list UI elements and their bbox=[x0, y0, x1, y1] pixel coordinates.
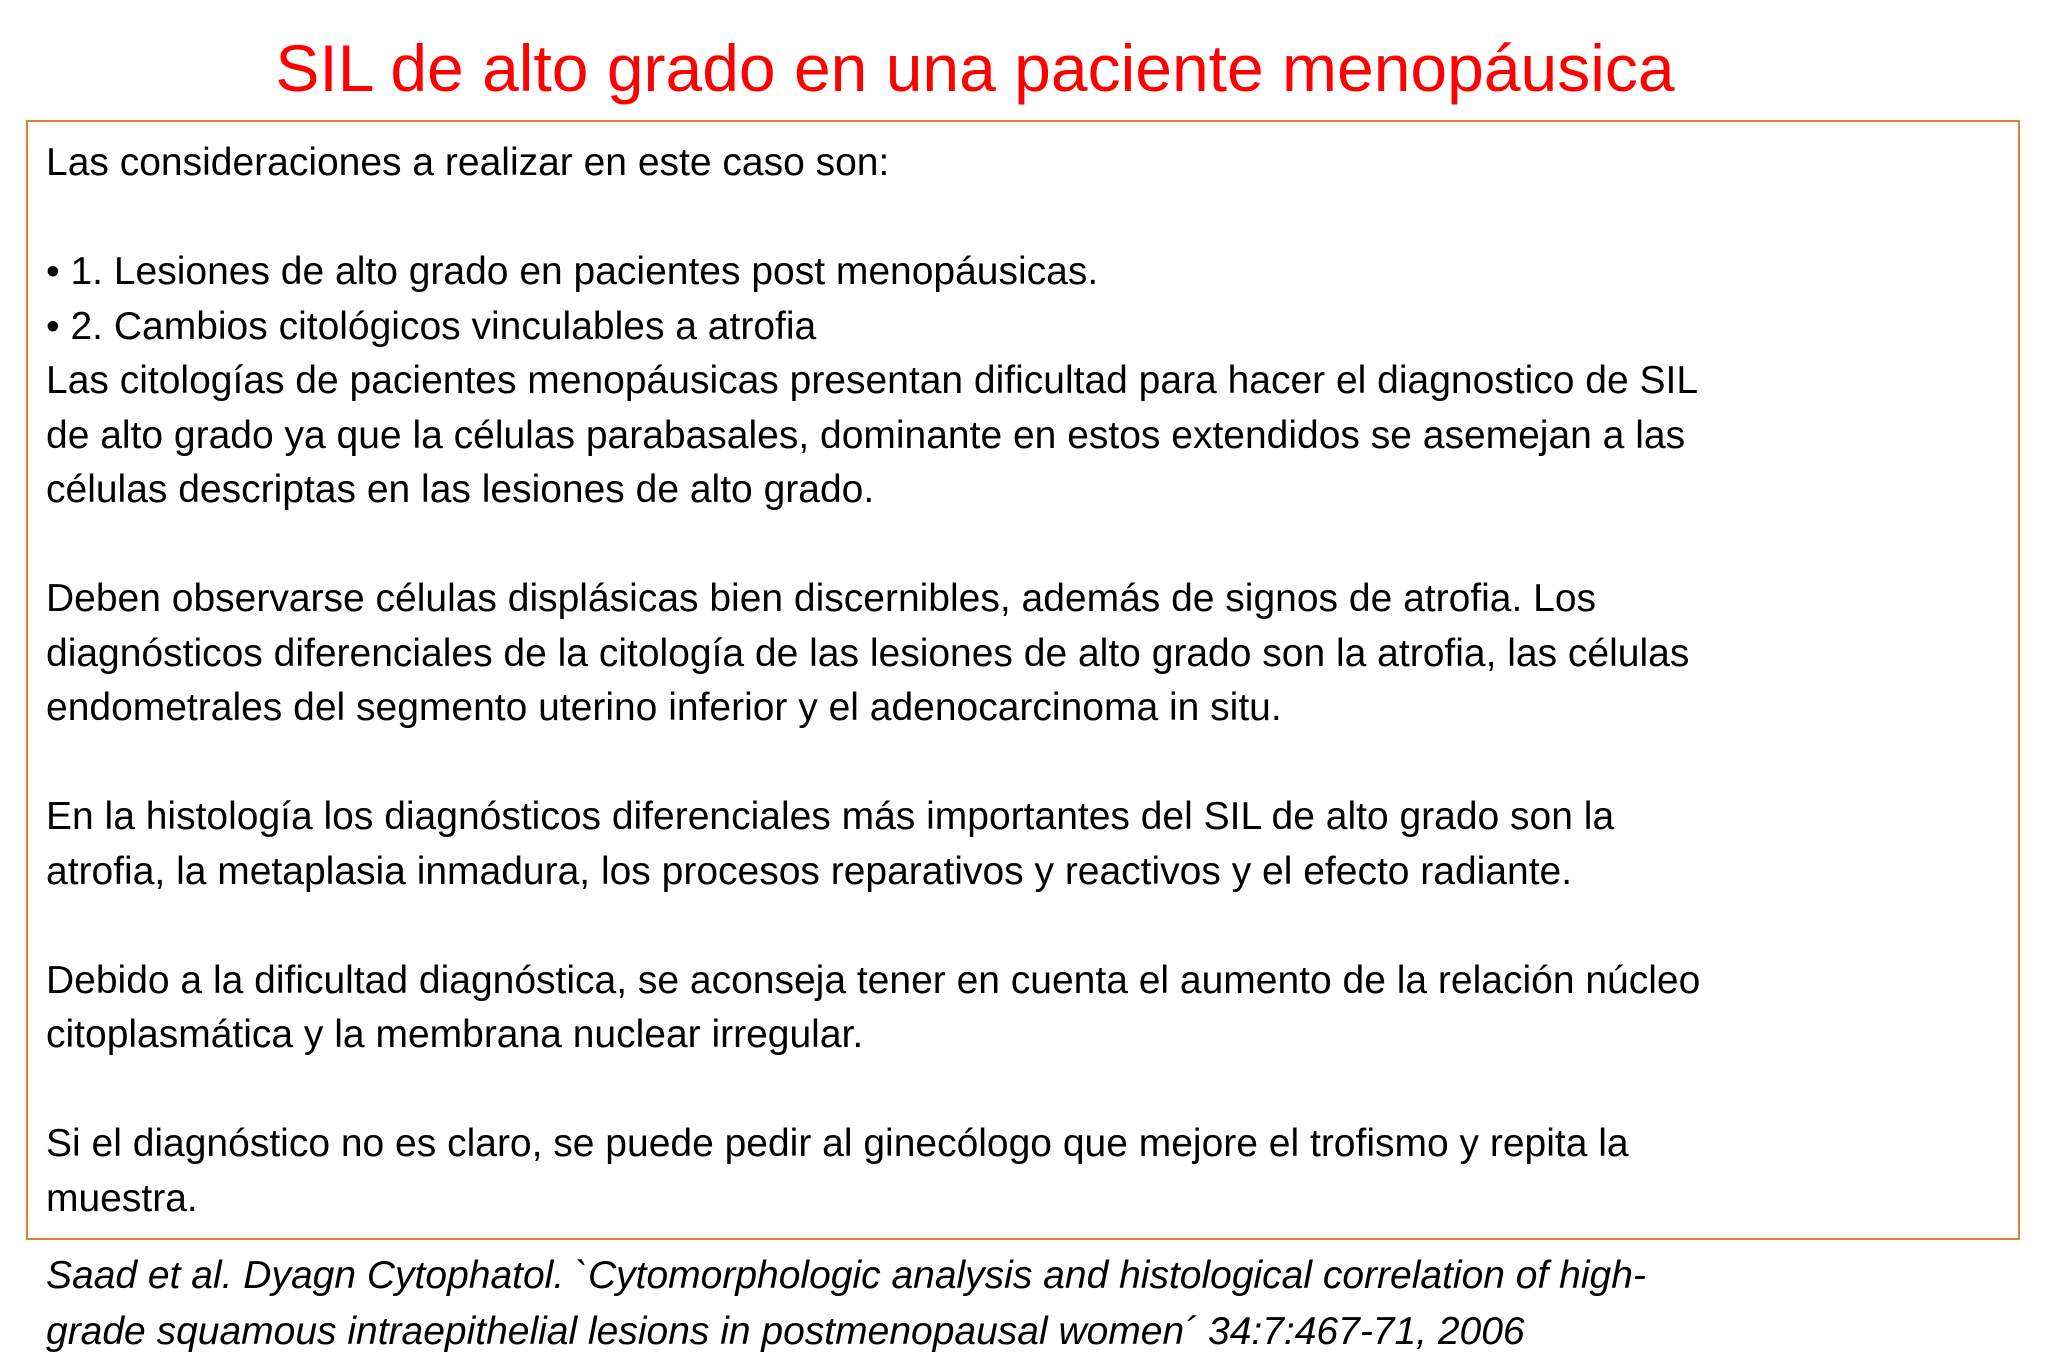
paragraph-line: endometrales del segmento uterino inferior y el adenocarcinoma in situ. bbox=[46, 686, 1282, 729]
paragraph-line: atrofia, la metaplasia inmadura, los procesos reparativos y reactivos y el efecto radiante. bbox=[46, 849, 1573, 893]
bullet-item: • 2. Cambios citológicos vinculables a atrofia bbox=[46, 304, 817, 348]
paragraph-line: citoplasmática y la membrana nuclear irregular. bbox=[46, 1013, 864, 1056]
citation bbox=[46, 1248, 1646, 1360]
bullet-item: • 1. Lesiones de alto grado en pacientes post menopáusicas. bbox=[46, 250, 1099, 293]
paragraph-line: Debido a la dificultad diagnóstica, se aconseja tener en cuenta el aumento de la relación núcleo bbox=[46, 958, 1701, 1002]
paragraph-line: En la histología los diagnósticos diferenciales más importantes del SIL de alto grado son la bbox=[46, 795, 1615, 838]
citation-line: Saad et al. Dyagn Cytophatol. `Cytomorphologic analysis and histological correlation of high- bbox=[46, 1254, 1646, 1297]
paragraph-line: Si el diagnóstico no es claro, se puede pedir al ginecólogo que mejore el trofismo y repita la bbox=[46, 1122, 1629, 1165]
paragraph-line: Las citologías de pacientes menopáusicas presentan dificultad para hacer el diagnostico de SIL bbox=[46, 359, 1699, 402]
slide-body bbox=[46, 136, 2006, 1226]
paragraph-line: muestra. bbox=[46, 1176, 198, 1220]
paragraph-line: Deben observarse células displásicas bien discernibles, además de signos de atrofia. Los bbox=[46, 577, 1597, 620]
citation-line: grade squamous intraepithelial lesions in postmenopausal women´ 34:7:467-71, 2006 bbox=[46, 1310, 1525, 1353]
paragraph-line: células descriptas en las lesiones de alto grado. bbox=[46, 468, 875, 511]
intro-text: Las consideraciones a realizar en este caso son: bbox=[46, 141, 890, 184]
paragraph-line: diagnósticos diferenciales de la citología de las lesiones de alto grado son la atrofia, las células bbox=[46, 631, 1690, 675]
paragraph-line: de alto grado ya que la células parabasales, dominante en estos extendidos se asemejan a las bbox=[46, 413, 1686, 457]
slide-title: SIL de alto grado en una paciente menopáusica bbox=[275, 31, 1675, 105]
